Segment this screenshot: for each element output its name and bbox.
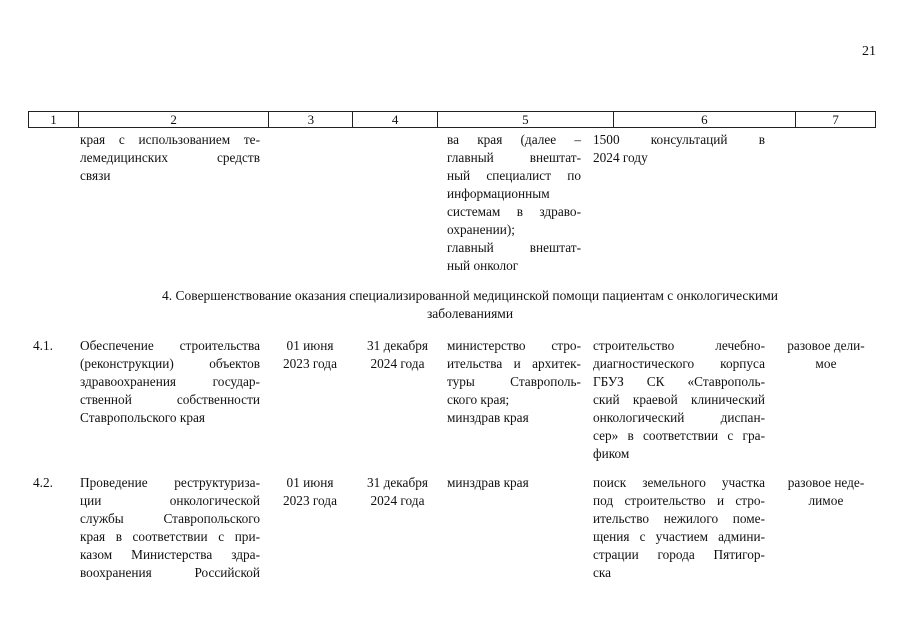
text-line: разовое дели-	[787, 338, 865, 353]
text-line: ва края (далее –	[447, 132, 581, 147]
text-line: разовое неде-	[787, 475, 865, 490]
row-col6	[593, 474, 765, 582]
text-line: 2024 года	[370, 493, 425, 508]
text-line: главный внештат-	[447, 150, 581, 165]
text-line: 1500 консультаций в	[593, 132, 765, 147]
text-line: ГБУЗ СК «Ставрополь-	[593, 374, 765, 389]
row-col7	[778, 474, 874, 510]
section-title-line: 4. Совершенствование оказания специализированной медицинской помощи пациентам с онкологическими	[162, 288, 778, 303]
header-col-7: 7	[832, 112, 839, 127]
text-line: 2024 года	[370, 356, 425, 371]
text-line: минздрав края	[447, 410, 529, 425]
text-line: министерство стро-	[447, 338, 581, 353]
text-line: ский краевой клинический	[593, 392, 765, 407]
continued-col2	[80, 131, 260, 185]
text-line: лемедицинских средств	[80, 150, 260, 165]
section-title	[110, 287, 830, 323]
row-col6	[593, 337, 765, 463]
text-line: ительства и архитек-	[447, 356, 581, 371]
text-line: онкологический диспан-	[593, 410, 765, 425]
text-line: ительство нежилого поме-	[593, 511, 765, 526]
text-line: ный онколог	[447, 258, 519, 273]
header-col-3: 3	[269, 112, 353, 127]
text-line: (реконструкции) объектов	[80, 356, 260, 371]
page-number: 21	[862, 44, 876, 59]
text-line: ции онкологической	[80, 493, 260, 508]
text-line: 2024 году	[593, 150, 648, 165]
text-line: связи	[80, 168, 111, 183]
row-end-date	[355, 337, 440, 373]
header-col-2: 2	[79, 112, 270, 127]
header-col-1: 1	[29, 112, 79, 127]
text-line: строительство лечебно-	[593, 338, 765, 353]
continued-col6	[593, 131, 765, 167]
text-line: 2023 года	[283, 493, 337, 508]
text-line: минздрав края	[447, 475, 529, 490]
text-line: мое	[815, 356, 837, 371]
text-line: охранении);	[447, 222, 516, 237]
text-line: системам в здраво-	[447, 204, 581, 219]
row-col7	[778, 337, 874, 373]
text-line: сер» в соответствии с гра-	[593, 428, 765, 443]
text-line: ского края;	[447, 392, 510, 407]
header-col-5: 5	[438, 112, 614, 127]
row-number: 4.2.	[33, 475, 53, 490]
text-line: ска	[593, 565, 612, 580]
row-col5	[447, 474, 581, 492]
text-line: 2023 года	[283, 356, 337, 371]
text-line: края в соответствии с при-	[80, 529, 260, 544]
text-line: воохранения Российской	[80, 565, 260, 580]
row-col2	[80, 474, 260, 582]
text-line: страции города Пятигор-	[593, 547, 765, 562]
text-line: Проведение реструктуриза-	[80, 475, 260, 490]
text-line: Обеспечение строительства	[80, 338, 260, 353]
row-end-date	[355, 474, 440, 510]
continued-col5	[447, 131, 581, 275]
header-col-4: 4	[353, 112, 438, 127]
text-line: фиком	[593, 446, 630, 461]
text-line: ный специалист по	[447, 168, 581, 183]
table-header-row	[28, 111, 876, 128]
text-line: под строительство и стро-	[593, 493, 765, 508]
text-line: края с использованием те-	[80, 132, 260, 147]
text-line: 01 июня	[286, 338, 334, 353]
text-line: 31 декабря	[367, 475, 428, 490]
text-line: диагностического корпуса	[593, 356, 765, 371]
section-title-line: заболеваниями	[426, 306, 514, 321]
text-line: лимое	[808, 493, 844, 508]
row-start-date	[270, 337, 350, 373]
text-line: щения с участием админи-	[593, 529, 765, 544]
text-line: казом Министерства здра-	[80, 547, 260, 562]
text-line: туры Ставрополь-	[447, 374, 581, 389]
row-number: 4.1.	[33, 338, 53, 353]
text-line: поиск земельного участка	[593, 475, 765, 490]
text-line: ственной собственности	[80, 392, 260, 407]
row-start-date	[270, 474, 350, 510]
header-col-6: 6	[614, 112, 797, 127]
row-col2	[80, 337, 260, 427]
text-line: 01 июня	[286, 475, 334, 490]
text-line: 31 декабря	[367, 338, 428, 353]
text-line: здравоохранения государ-	[80, 374, 260, 389]
text-line: главный внештат-	[447, 240, 581, 255]
text-line: службы Ставропольского	[80, 511, 260, 526]
text-line: Ставропольского края	[80, 410, 205, 425]
text-line: информационным	[447, 186, 550, 201]
row-col5	[447, 337, 581, 427]
